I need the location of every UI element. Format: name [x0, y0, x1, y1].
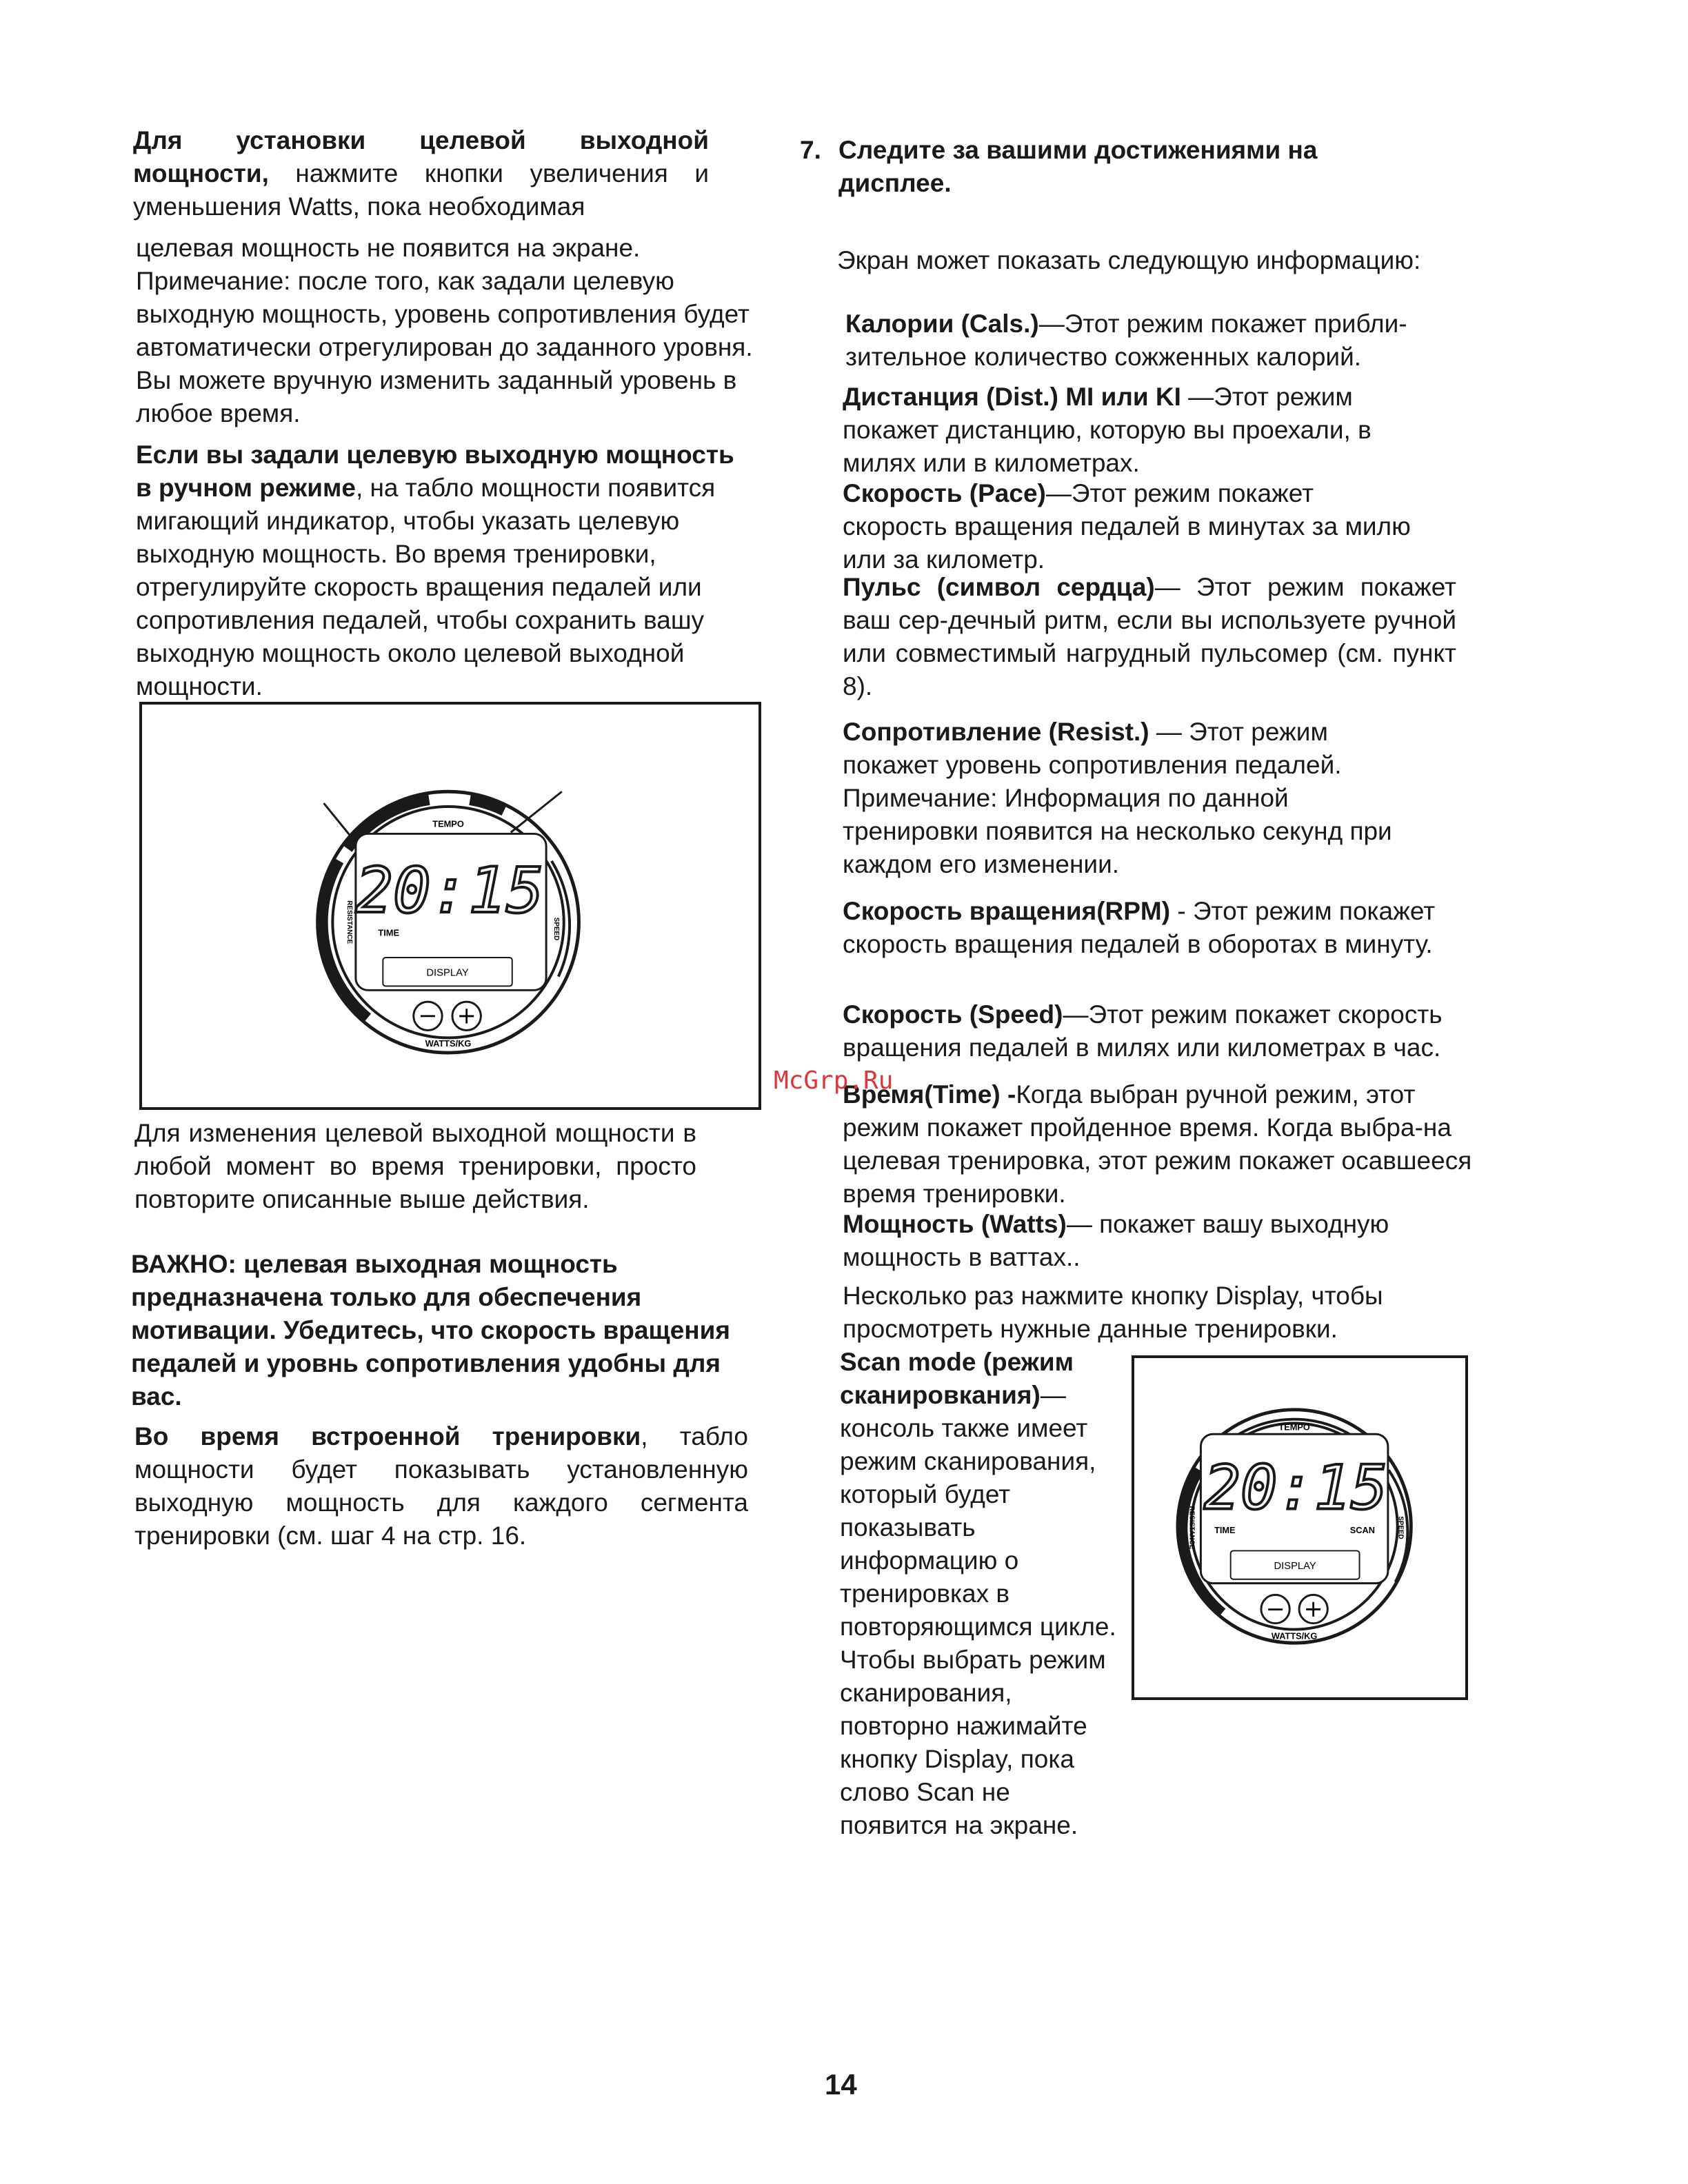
display-button-label: DISPLAY: [426, 967, 469, 979]
item-pace-label: Скорость (Pace): [843, 479, 1046, 507]
item-pulse-label: Пульс (символ сердца): [843, 573, 1155, 601]
item-rpm: [843, 895, 1463, 961]
item-time: [843, 1078, 1477, 1211]
item-pace-text: —Этот режим покажет скорость вращения педалей в минутах за милю или за километр.: [843, 479, 1411, 574]
display-hint-text: Несколько раз нажмите кнопку Display, чтобы просмотреть нужные данные тренировки.: [843, 1282, 1383, 1343]
scan-mode-label: Scan mode (режим сканировкания): [840, 1348, 1074, 1409]
page-number: 14: [825, 2068, 857, 2101]
item-calories-text: —Этот режим покажет прибли-зительное количество сожженных калорий.: [845, 310, 1407, 371]
item-distance: [843, 381, 1436, 480]
lcd-time-label: TIME: [378, 927, 400, 938]
console2-resistance-label: RESISTANCE: [1187, 1506, 1196, 1550]
resistance-label: RESISTANCE: [345, 900, 354, 944]
watts-label: WATTS/KG: [425, 1038, 472, 1049]
right-intro-text: Экран может показать следующую информацию:: [837, 246, 1421, 274]
left-p1-text: нажмите кнопки увеличения и уменьшения Watts, пока необходимая: [133, 159, 709, 221]
watermark: McGrp.Ru: [774, 1066, 894, 1095]
plus-icon: +: [456, 1002, 476, 1029]
item-pace: [843, 477, 1422, 576]
left-p3-bold: Если вы задали целевую выходную мощность в ручном режиме: [136, 441, 734, 502]
console-figure-1: [139, 702, 761, 1110]
item-resistance-label: Сопротивление (Resist.): [843, 718, 1149, 746]
left-p5-text: ВАЖНО: целевая выходная мощность предназначена только для обеспечения мотивации. Убедитесь, что скорость вращения педалей и уровнь сопротивления удобны для вас.: [131, 1250, 730, 1410]
minus-icon: −: [418, 1002, 438, 1029]
step-title: Следите за вашими достижениями на дисплее.: [838, 136, 1318, 197]
item-pulse: [843, 571, 1456, 703]
console2-lcd-scan-label: SCAN: [1349, 1524, 1375, 1535]
left-p6-text: , табло мощности будет показывать установленную выходную мощность для каждого сегмента тренировки (см. шаг 4 на стр. 16.: [134, 1422, 749, 1550]
console2-tempo-label: TEMPO: [1278, 1422, 1310, 1433]
console2-lcd-time-digits: 20:15: [1203, 1452, 1388, 1524]
item-watts-label: Мощность (Watts): [843, 1210, 1067, 1238]
right-intro: [837, 244, 1499, 277]
left-p3-text: , на табло мощности появится мигающий индикатор, чтобы указать целевую выходную мощность. Во время тренировки, отрегулируйте скорость вращения педалей или сопротивления педалей, чтобы сохранить вашу выходную мощность около целевой выходной мощности.: [136, 474, 716, 700]
item-resistance: [843, 716, 1408, 881]
left-paragraph-6: [134, 1420, 748, 1553]
item-calories: [845, 307, 1466, 374]
left-paragraph-3: [136, 438, 756, 703]
lcd-time-digits: 20:15: [355, 854, 544, 927]
console2-watts-label: WATTS/KG: [1271, 1630, 1318, 1641]
item-watts: [843, 1208, 1477, 1274]
tempo-label: TEMPO: [432, 818, 464, 829]
speed-label: SPEED: [552, 917, 560, 941]
item-watts-text: — покажет вашу выходную мощность в ваттах..: [843, 1210, 1389, 1271]
item-rpm-label: Скорость вращения(RPM): [843, 897, 1171, 925]
step-7-heading: [800, 134, 1420, 200]
item-resistance-text: — Этот режим покажет уровень сопротивления педалей. Примечание: Информация по данной тренировки появится на несколько секунд при каждом его изменении.: [843, 718, 1392, 878]
left-p6-bold: Во время встроенной тренировки: [134, 1422, 641, 1450]
left-paragraph-2: [136, 232, 756, 430]
display-hint: [843, 1280, 1477, 1346]
item-calories-label: Калории (Cals.): [845, 310, 1039, 338]
console2-minus-icon: −: [1265, 1595, 1285, 1622]
item-time-text: Когда выбран ручной режим, этот режим покажет пройденное время. Когда выбра-на целевая тренировка, этот режим покажет осавшееся время тренировки.: [843, 1080, 1472, 1208]
left-p1-bold: Для установки целевой выходной мощности,: [133, 126, 709, 188]
item-speed-text: —Этот режим покажет скорость вращения педалей в милях или километрах в час.: [843, 1000, 1443, 1062]
item-speed: [843, 998, 1518, 1064]
left-p4-text: Для изменения целевой выходной мощности в любой момент во время тренировки, просто повторите описанные выше действия.: [134, 1119, 696, 1213]
item-pulse-text: — Этот режим покажет ваш сер-дечный ритм, если вы используете ручной или совместимый нагрудный пульсомер (см. пункт 8).: [843, 573, 1456, 700]
console2-display-button-label: DISPLAY: [1274, 1561, 1316, 1572]
left-paragraph-important: [131, 1248, 758, 1413]
item-rpm-text: - Этот режим покажет скорость вращения педалей в оборотах в минуту.: [843, 897, 1436, 958]
console2-speed-label: SPEED: [1396, 1516, 1405, 1539]
item-time-label: Время(Time) -: [843, 1080, 1016, 1109]
left-paragraph-4: [134, 1117, 696, 1216]
item-distance-label: Дистанция (Dist.) MI или KI: [843, 383, 1189, 411]
scan-mode-text: — консоль также имеет режим сканирования, который будет показывать информацию о тренировках в повторяющимся цикле. Чтобы выбрать режим сканирования, повторно нажимайте кнопку Display, пока слово Scan не появится на экране.: [840, 1381, 1116, 1839]
scan-mode-paragraph: [840, 1346, 1123, 1842]
console-figure-2-svg: [1134, 1358, 1465, 1697]
console-figure-2: [1132, 1355, 1468, 1700]
left-p2-text: целевая мощность не появится на экране. Примечание: после того, как задали целевую выходную мощность, уровень сопротивления будет автоматически отрегулирован до заданного уровня. Вы можете вручную изменить заданный уровень в любое время.: [136, 234, 753, 427]
console2-lcd-time-label: TIME: [1214, 1524, 1236, 1535]
console-figure-1-svg: [142, 705, 758, 1107]
item-distance-text: —Этот режим покажет дистанцию, которую вы проехали, в милях или в километрах.: [843, 383, 1372, 477]
item-speed-label: Скорость (Speed): [843, 1000, 1063, 1029]
console2-plus-icon: +: [1303, 1595, 1323, 1622]
step-number: 7.: [800, 136, 821, 164]
left-paragraph-1: [133, 124, 709, 223]
